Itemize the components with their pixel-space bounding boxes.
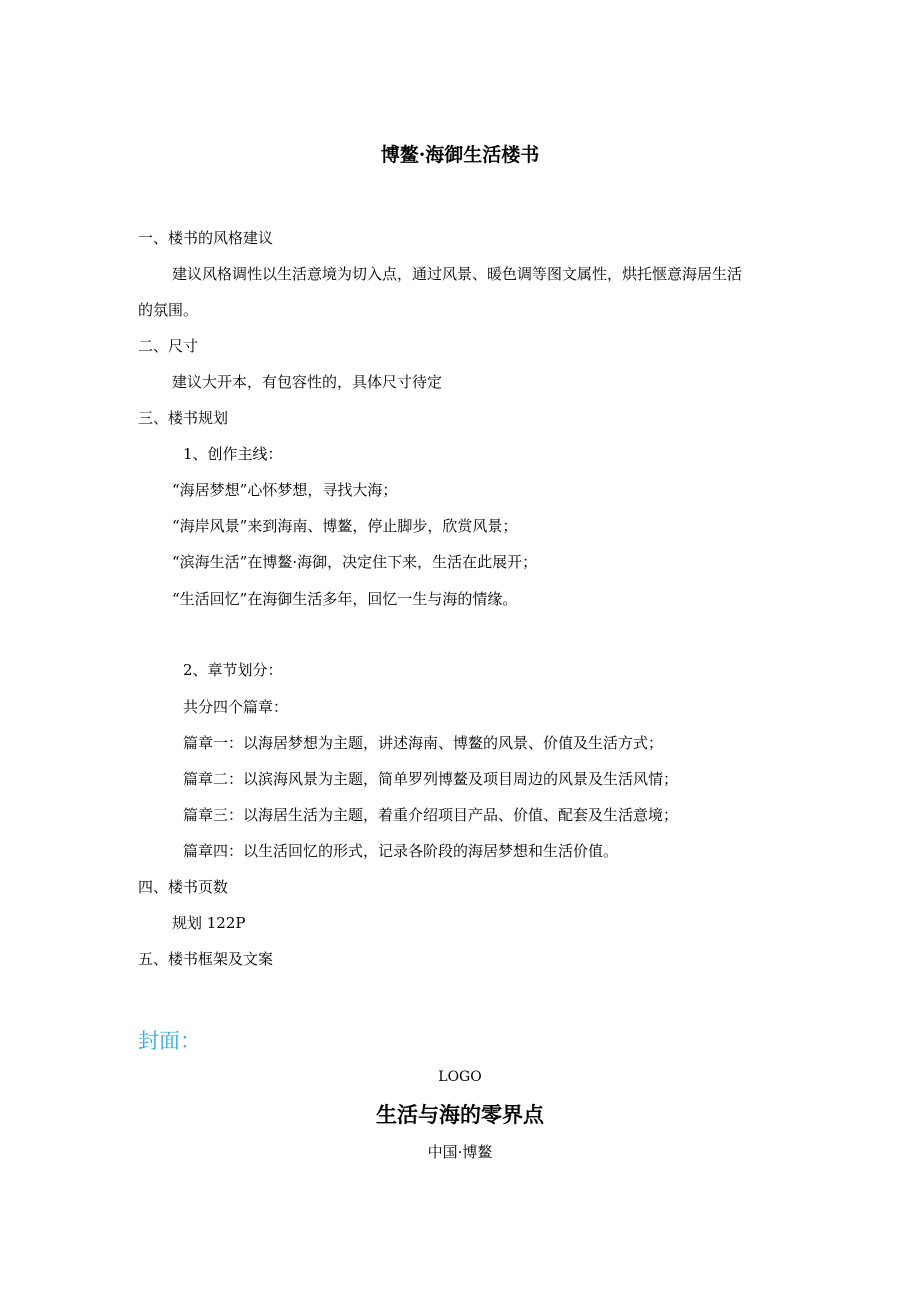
section-3-sub-2: 2、章节划分： [183,661,283,679]
chapter-2: 篇章二：以滨海风景为主题，简单罗列博鳌及项目周边的风景及生活风情； [183,770,679,788]
chapter-4: 篇章四：以生活回忆的形式，记录各阶段的海居梦想和生活价值。 [183,842,619,860]
cover-title: 生活与海的零界点 [376,1102,544,1127]
chapter-1: 篇章一：以海居梦想为主题，讲述海南、博鳌的风景、价值及生活方式； [183,734,664,752]
section-1-text-line-1: 建议风格调性以生活意境为切入点，通过风景、暖色调等图文属性，烘托惬意海居生活 [172,265,743,283]
section-2-text: 建议大开本，有包容性的，具体尺寸待定 [172,373,443,391]
cover-subtitle: 中国·博鳌 [427,1143,493,1161]
section-2-heading: 二、尺寸 [138,337,199,355]
section-1-heading: 一、楼书的风格建议 [138,229,274,247]
document-title: 博鳌·海御生活楼书 [380,144,540,166]
theme-line-4: “生活回忆”在海御生活多年，回忆一生与海的情缘。 [172,590,518,608]
cover-label: 封面： [138,1029,201,1053]
cover-logo-placeholder: LOGO [438,1069,482,1085]
chapters-intro: 共分四个篇章： [183,698,289,716]
theme-line-3: “滨海生活”在博鳌·海御，决定住下来，生活在此展开； [172,553,538,571]
section-4-heading: 四、楼书页数 [138,878,229,896]
theme-line-1: “海居梦想”心怀梦想，寻找大海； [172,481,398,499]
theme-line-2: “海岸风景”来到海南、博鳌，停止脚步，欣赏风景； [172,517,518,535]
section-5-heading: 五、楼书框架及文案 [138,950,274,968]
section-1-text-line-2: 的氛围。 [138,301,199,319]
chapter-3: 篇章三：以海居生活为主题，着重介绍项目产品、价值、配套及生活意境； [183,806,679,824]
section-4-text: 规划 122P [172,914,246,932]
section-3-sub-1: 1、创作主线： [183,445,283,463]
section-3-heading: 三、楼书规划 [138,409,229,427]
